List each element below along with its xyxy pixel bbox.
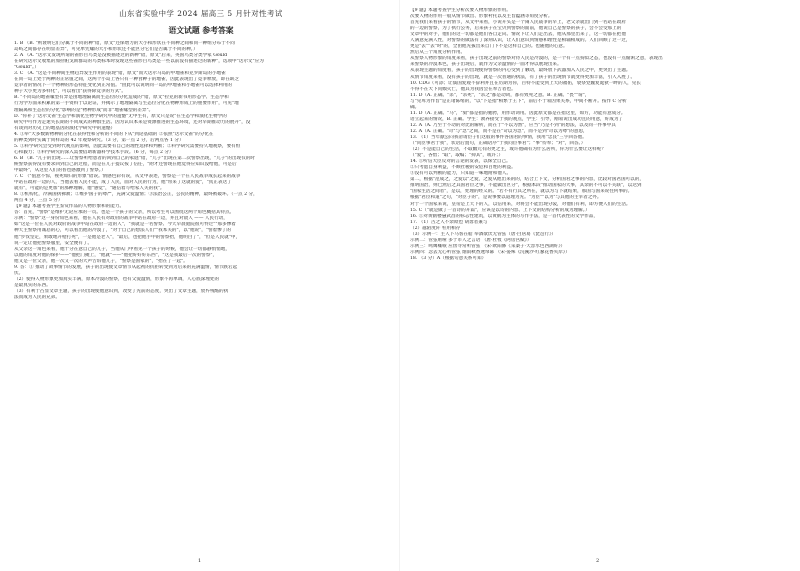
- text-line: 就有"，可能的是更加"的那种理解，他"感觉"，"通信着写给家人关的我"。: [14, 186, 165, 192]
- text-line: 伏。: [14, 270, 24, 276]
- text-line: 对于一个国家来说，皇帝是上天下的人，以信用来，对将会不能出现分裂，对他们有利，即方便人们的生活。: [410, 201, 631, 207]
- text-line: 次要人物的作用一般从情节做出、形象衬托以及主旨蕴涵等角度分析。: [410, 14, 553, 20]
- text-line: 7. C （"值意不惊，视死如归的形象"错误。情感色彩有误，从文中表述，警察是一个在人民战争成长起来的战争: [14, 174, 241, 180]
- page-2: [400, 0, 800, 571]
- text-line: 在同一岛上处于两种的正常值之间，这两个小岛上各只有一种食种子的地雀，因此表现出了竞争释放，即在缺乏: [14, 77, 240, 83]
- text-line: 理隔离和生态位的分化"影响的是"物种形成"而非"地雀喙型的差异"。: [14, 107, 154, 113]
- text-line: ②只考虑自身利益，不顾社稷的安危和百姓的利益。: [410, 165, 516, 171]
- text-line: 13. （1）当年献公向我帝请臣子们这般的事件各国君的事情，我用"忠良"三字回答他。: [410, 134, 587, 140]
- text-line: 是最真实的东西。: [14, 282, 51, 288]
- text-line: 示例四：忽去无心听管弦 烟雨秋香透帘幕 （宋·晏殊《浣溪沙·红蓼花香夹岸》）: [410, 249, 570, 255]
- text-line: 法而成为人民的兄弟。: [14, 294, 60, 300]
- text-line: 从情节角度来看，没有孩子的出现，就是一次普通的执法，有了孩子的出现情节就变得更加丰富，引人入胜了。: [410, 74, 636, 80]
- page-1-text: [14, 41, 388, 301]
- page-number: 1: [198, 558, 202, 564]
- text-line: 【9 题】本题考查学生鉴赏作品的人物形象和的能力。: [14, 204, 125, 210]
- text-line: 16. ①对黄鹤楼悬武昌的标志性建筑，以黄鹤为主体的写作手法，是一首代表性的文学作品，: [410, 213, 598, 219]
- text-line: 如"这是一位在人民对政府的战争中站在政府一边的人"，"我就是一名警察、今天早晨庭院很可怜过""那多惨着: [14, 222, 236, 228]
- text-line: B. "不同岛的地雀喙型有异是由地理隔离而生态位的分化造成的"错，原文"拉克的新书用形态学、生态学和: [14, 95, 229, 101]
- text-line: 5. ①科学研究会受到时代观点的影响，因此需要有自己的理性选择和判断；②科学研究需要持久地观察，要有恒: [14, 143, 241, 149]
- text-line: 中站在政府一边的人，当他去看人民不能，成了人民，面对人民的行为，他"带来了这就的爱"，"真正表达了: [14, 180, 232, 186]
- text-line: 他"步伐坚定，果敢地开枪打死"，一是他是老人"，"最后，也把他手中的警察抬，他明白了"，"但是人民就"中，: [14, 234, 241, 240]
- text-line: 11. D（A. 正确。"杀"，"杀死"，"杀之"都是动词，都有致死之意。B. 正确。"畏""谓"，: [410, 92, 590, 98]
- text-line: 种子大小更为多样化"，可以看出"获得除竞争的方式"。: [14, 89, 126, 95]
- text-line: 4. ①举"大多数新物种的分化在获得性和分析的不同的下从"到论基础的 ②依照"达尔文雀"的分化在: [14, 131, 214, 137]
- answer-key-title: 语文试题 参考答案: [168, 26, 234, 35]
- text-line: 示例二：管弦呕哑 多于市人之言语 （唐·杜牧《阿房宫赋》）: [410, 237, 532, 243]
- text-line: 岛屿之间都存在明显差异"，可见单凭喙的大小和形状还不能区分它们是否属于不同的种。）: [14, 47, 198, 53]
- page-2-column: [410, 8, 786, 262]
- text-line: （3）有利于凸显文章主题，孩子的出现使他意识到，改变了先前的态度，突出了文章主题，放弃残酷的执: [14, 288, 229, 294]
- text-line: （2）不是能自己的生活，不取幽元有的更之主，或许他确有为什么居所，你为什么要让这样呢？: [410, 147, 606, 153]
- text-line: 示例："警察"这一身份角色来看，他在人民有对政府的战争中站在政府一边，并且对敌人 —— 人民行动，: [14, 216, 228, 222]
- text-line: 以他的角度对他的保护——"他把门掩上，"他就"——"他把好好好东西"，"这是我最后一次的警察"，: [14, 252, 218, 258]
- text-line: 人满意充满人性，对警察的做法有了深刻认识，让人们意识到情感和理性是相辅相成的。人们回顾了过一过，: [410, 38, 631, 44]
- text-line: 1. B （B. "则衰明它们分属于不同的种"错，原文"还保增力的大小和形状在不同种之间和同一种组分布于不同: [14, 41, 235, 46]
- text-line: 不得不在大下问倾灭亡，他其为我因会在奉吉者也。: [410, 86, 516, 92]
- text-line: （3）示例一：主人下马客在船 举酒欲饮无管弦（唐·白居易《琵琶行》）: [410, 231, 556, 237]
- text-line: 【9 题】本题考查学生分析次要人物形象的作用。: [410, 8, 511, 13]
- text-line: 3. C （A. "这是不同种间生物趋异发生作用的表现"错，原文"而大达尔马岛的中地雀和克罗斯岛的小地雀: [14, 71, 226, 77]
- text-line: 推明国治，则已然后之其国君臣之事，不能做出区分"，根据本段"推动国家的大事，其余的不可以不关联"，以达到: [410, 183, 642, 189]
- text-line: 说一定让他把警察服里，安全便有了。: [14, 240, 93, 246]
- text-line: 12. A（A. 乃至于不动的对比的解析，而在于"不以为然"，应当"乃是不到"的想法，以及同一件事中其: [410, 122, 616, 128]
- text-line: "Gould"。）: [14, 65, 39, 71]
- page-number: 2: [596, 558, 600, 564]
- text-line: 文章中的对手，他们的这一切都是他们各自走向。情况下让人们走出去，他从那里出来了，这一切都在把他: [410, 32, 626, 38]
- text-line: 然后从三个角度分析作用。: [410, 50, 466, 56]
- text-line: 行为学方面来积累的第一手资料于以论证，并揭示了地理隔离与生态位分化在物种形成上的重要作用"，可见"地: [14, 101, 239, 107]
- text-line: （2）越陌度阡 枉用相存: [410, 225, 461, 231]
- text-line: 研究中可作为走迷失长期的不同成式的种群生活。因为认识本来是资源推进的生态环境，还对早期推动力的展开"，没: [14, 119, 251, 125]
- text-line: （"问臣事君于我"，状语后置句，正确语序"于我问臣事君"；"事"侍奉；"对"，回答。）: [410, 141, 586, 147]
- text-line: 9. 答：① 推动了故事情节的发展，孩子的出现使文章情节从起初的抗拒转变到为后来的充满温情，情节跌宕起: [14, 264, 238, 270]
- text-line: "国家生活之间者"，是以，处理的经义的。"若不有行其之所在，就以为与下就结果，那国与国来说往何事的。: [410, 189, 633, 195]
- text-line: 他又是一位父亲，他一次又一次的大声告诉他儿子，"警察是国家的"，"抬在了一起"。: [14, 258, 188, 264]
- page-2-text: [410, 8, 786, 262]
- text-line: 来警察的冷漠本色，孩子出现后，就作为父亲温情的一面才得以展现出来。: [410, 62, 562, 68]
- text-line: 17. （1）古之人不余欺也 胡毋者兼与: [410, 219, 488, 225]
- page-1-column: [14, 8, 388, 301]
- text-line: 与"见卑为作旨"是正诸陈绪的，"以"下是指"相繁于王下"，前后不于易因果关系，中间不断开。按作 C 分析: [410, 98, 627, 104]
- text-line: （2）使得人物形象更加真实丰满，原本冷漠的警察，也有父爱温情，形象不再单调，人心底深埋处的: [14, 276, 220, 282]
- text-line: D. "你补了'达尔文雀'生态学和演化生物学研究中的遗憾"无中生有，原文只是说"在生态学和演化生物学的: [14, 113, 227, 119]
- text-line: 从表现主题的角度看，孩子的出现使得警察的内心受到了触动，最终放下武器加入人民之中，更突出了主题。: [410, 68, 631, 74]
- text-line: 第二，根据"范成之，之爱以"之爱，之爱从他出来的的，结合上下文，分析国君之事的内容，比较对国君国可以的，: [410, 177, 644, 183]
- text-line: 种天主警察用诚恳的心，可以看出他的冷漠了，"对于自己的想法人们""我本关的"，以"他说"，"警着惨了的: [14, 228, 231, 234]
- text-line: 8. ①机构化，冷满国执佛教；②维护国子的尊严，充满父爱温情；③法治公正，公民的精神，最终被破坏。（一点 2 分，: [14, 192, 258, 198]
- text-line: 中最终"，从这里人们的普也感激到了警察。）: [14, 167, 106, 173]
- text-line: 18. （3 分）A（根据句意关系可知）: [410, 255, 487, 261]
- text-line: （"爱"，吝惜；"取"，取编；"抑其"，或许；）: [410, 153, 504, 159]
- text-line: 根据"君臣和道"之句，"对臣子的"，是说事要以道理为先。"为臣""以为"与其他的主宰者之外。: [410, 195, 602, 201]
- text-line: 心和毅力；③科学研究的深入需要借助新器科学技术手段。（6 分，每点 2 分）: [14, 149, 174, 155]
- text-line: 的种类到时实属于同样岛的 42 年观察研究。（3 分，第一点 2 分，后两点各 1 分）: [14, 137, 184, 143]
- text-line: 两点 4 分，三点 5 分）: [14, 198, 63, 204]
- text-line: 候警察获得没有要求回到自己的过程，而是在儿子提议按了信任，"附才还警现在他觉得应知识没给他，可是后: [14, 161, 237, 167]
- text-line: ③没有可以判断的能力，只知道一味地附和他人。: [410, 171, 512, 177]
- text-line: 的一边的警察，为了执行公务，后来孩子在宝贝到警察的面前，他说自己是警察的孩子，会不会受那上的: [410, 26, 622, 32]
- text-line: 首先我们来看孩子的情节，从文中来看，小说开头是一个闹人民战争的早上，老父亲就出门到一名站在政府: [410, 20, 626, 26]
- text-line: 11. D（A. 正确。"马"，"骑"都是指的驰骋，用作动词用。因此原文都是在指这里，如方，功能有意成分。: [410, 110, 626, 116]
- text-line: 10. CDG（可添；让儒国复观不辞利并且在历期为你，百特不能受到上天的福佑，衰祭党魏复诞狄一畔的人，见长: [410, 80, 641, 86]
- text-line: 15. C（"就是做了一首诗的开篇"，应该是以诗的内容、上下文的结构分析的成为理解。）: [410, 207, 590, 213]
- text-line: 确。: [410, 104, 420, 110]
- text-line: 答：首先，"警察"是维护无论应承的一员。也是一个孩子的父亲，所以考生可以围绕这两个角色概括其特点。: [14, 210, 235, 216]
- text-line: 2. A （A. "达尔文发现所谓的雀形目鸟类是没被描述过的新种"错，原文"后来，英国鸟类分类学家 Gould: [14, 53, 228, 59]
- text-line: 有谈到对历史上的地基因的演化学研究中的遗憾）: [14, 125, 116, 131]
- text-line: 更是"去""去"时"的，全由他先拔出来自门下不是这样自己的。也随他的心意。: [410, 44, 568, 50]
- text-line: 在研究达尔文收集的加拉帕戈斯群岛的鸟类标本时发现这些雀形目鸟类是一些以前没有描述过的新种"，选项中"达尔文"应为: [14, 59, 264, 65]
- text-line: 12. A（A. 正确。"苛"与"急"之间，而不是在"苛以为急"，而不是到"苛以为尊"的意思，: [410, 128, 588, 134]
- text-line: 6. B （B. "儿子的出现……让警察听给患者的回到自己的家庭"错，"儿子"出现在第二次警察出现，"儿子"的出现仅的时: [14, 155, 255, 161]
- text-line: 从父亲这一角色来看，他十分在意自己的儿子，当他从门中看见一个孩子的时候，他会让一切都静悄悄地，: [14, 246, 230, 252]
- text-line: 竞争者的情况下一个物种的形态特征变化到正常值。"由此可以说明同一岛的中地雀和小地雀可以选择利用的: [14, 83, 233, 89]
- text-line: 从警察人物形象的角度来看，孩子出现之前的警察对待人民是冷漠的，是一个有一点狗似之态，也没有一点偷闲之意，表现出: [410, 56, 663, 62]
- exam-title: 山东省实验中学 2024 届高三 5 月针对性考试: [119, 9, 283, 18]
- text-line: 语立起来的情况，B. 正确。学生：教养接受于我的观点，学生：引导，刚易说出成功且的用意，好成为了: [410, 116, 624, 122]
- text-line: 14. ①听信大臣反对的言论的发表，以保全自己。: [410, 159, 511, 165]
- text-line: 示例三：鸣鹰嘶唳 应傍寻常听管弦 （宋·欧阳修《采桑子·天容水色西湖好》）: [410, 243, 566, 249]
